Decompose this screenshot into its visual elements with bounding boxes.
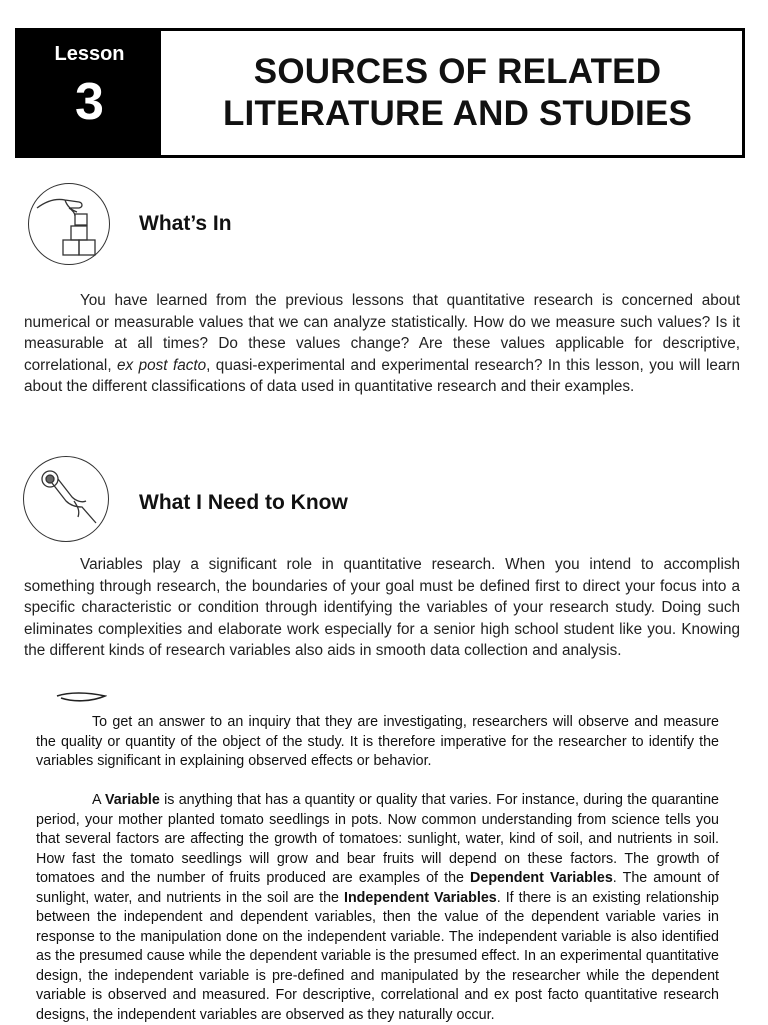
whats-in-paragraph: You have learned from the previous lessons that quantitative research is concerned about numerical or measurable values that we can analyze statistically. How do we measure such values? Is it measurable at all times? Do these values change? Are these values applicable for descriptive, correlational, ex post facto, quasi-experimental and experimental research? In this lesson, you will learn about the different classifications of data used in quantitative research and their examples. <box>24 292 741 395</box>
lesson-title-line1: SOURCES OF RELATED <box>253 52 662 91</box>
whats-in-heading: What’s In <box>139 212 232 235</box>
what-i-need-paragraph: Variables play a significant role in quantitative research. When you intend to accomplish something through research, the boundaries of your goal must be defined first to direct your focus into a specific characteristic or condition through identifying the variables of your research study. Doing such eliminates complexities and elaborate work especially for a senior high school student like you. Knowing the different kinds of research variables also aids in smooth data collection and analysis. <box>24 556 740 659</box>
lesson-title-text <box>223 51 692 135</box>
lesson-title <box>161 31 742 155</box>
lesson-label: Lesson <box>54 43 125 65</box>
eye-divider-icon <box>55 690 107 706</box>
what-i-need-heading: What I Need to Know <box>139 491 348 514</box>
lesson-title-line2: LITERATURE AND STUDIES <box>222 94 693 133</box>
lesson-number: 3 <box>75 73 104 131</box>
variable-paragraph: A Variable is anything that has a quantity or quality that varies. For instance, during the quarantine period, your mother planted tomato seedlings in pots. Now common understanding from science tells you that several factors are affecting the growth of tomatoes: sunlight, water, kind of soil, and nutrients in soil. How fast the tomato seedlings will grow and bear fruits will depend on these factors. The growth of tomatoes and the number of fruits produced are examples of the Dependent Variables. The amount of sunlight, water, and nutrients in the soil are the Independent Variables. If there is an existing relationship between the independent and dependent variables, then the value of the dependent variable varies in response to the manipulation done on the independent variable. The independent variable is also identified as the presumed cause while the dependent variable is the presumed effect. In an experimental quantitative design, the independent variable is pre-defined and manipulated by the researcher while the dependent variable is observed and measured. For descriptive, correlational and ex post facto quantitative research designs, the independent variables are observed as they naturally occur. <box>36 792 719 1023</box>
hand-stacking-blocks-icon <box>28 183 110 265</box>
lesson-header <box>15 28 745 158</box>
inquiry-paragraph: To get an answer to an inquiry that they are investigating, researchers will observe and measure the quality or quantity of the object of the study. It is therefore imperative for the researcher to identify the variables significant in explaining observed effects or behavior. <box>36 714 719 769</box>
lesson-number-box <box>18 31 161 155</box>
finger-pressing-button-icon <box>23 456 109 542</box>
